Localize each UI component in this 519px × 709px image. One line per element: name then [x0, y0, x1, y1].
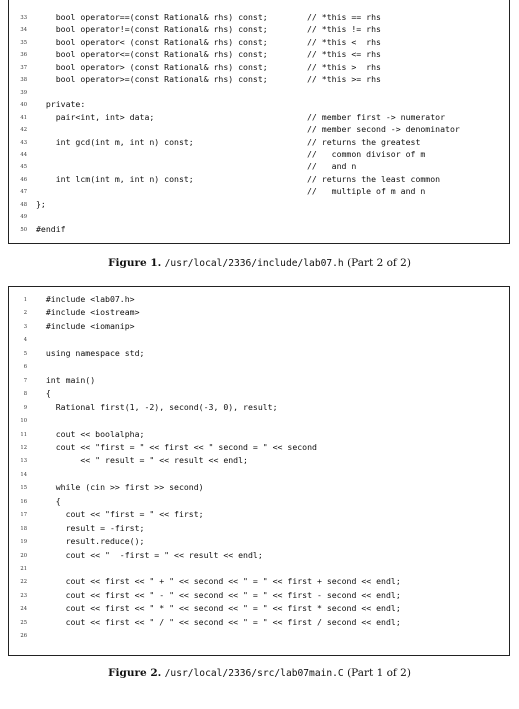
- code-text: {: [36, 495, 61, 506]
- code-line: [9, 111, 509, 124]
- code-text: int main(): [36, 374, 96, 385]
- code-text: bool operator==(const Rational& rhs) const;: [36, 12, 268, 22]
- code-comment: // returns the greatest: [307, 136, 421, 147]
- code-line: [9, 86, 509, 99]
- code-line: [9, 293, 509, 306]
- code-text: bool operator< (const Rational& rhs) const;: [36, 36, 268, 47]
- code-line: [9, 414, 509, 427]
- figure2-caption-path: /usr/local/2336/src/lab07main.C: [164, 668, 344, 679]
- line-number: 9: [23, 404, 27, 411]
- line-number: 36: [20, 52, 27, 59]
- line-number: 33: [20, 15, 27, 21]
- line-number: 46: [20, 176, 27, 183]
- code-line: [9, 320, 509, 333]
- code-text: #include <iomanip>: [36, 320, 135, 331]
- figure1-caption-part: (Part 2 of 2): [347, 257, 411, 269]
- code-line: [9, 333, 509, 346]
- code-line: [9, 522, 509, 535]
- code-text: bool operator> (const Rational& rhs) const;: [36, 61, 268, 72]
- figure2-caption-part: (Part 1 of 2): [347, 667, 411, 679]
- code-text: };: [36, 198, 46, 209]
- code-line: [9, 160, 509, 173]
- line-number: 21: [20, 566, 27, 572]
- line-number: 24: [20, 606, 27, 613]
- line-number: 2: [23, 310, 27, 317]
- code-line: [9, 136, 509, 149]
- code-line: [9, 23, 509, 36]
- code-text: pair<int, int> data;: [36, 111, 155, 122]
- code-line: [9, 481, 509, 494]
- code-line: [9, 73, 509, 86]
- code-line: [9, 441, 509, 454]
- line-number: 17: [20, 512, 27, 519]
- figure1-caption-label: Figure 1.: [108, 257, 162, 269]
- code-line: [9, 198, 509, 211]
- code-text: #include <iostream>: [36, 307, 140, 318]
- line-number: 13: [20, 458, 27, 465]
- figure2-code-lines: [9, 287, 509, 655]
- code-line: [9, 401, 509, 414]
- code-line: [9, 123, 509, 136]
- code-line: [9, 210, 509, 223]
- line-number: 18: [20, 525, 27, 532]
- code-comment: // common divisor of m: [307, 148, 426, 159]
- code-line: [9, 173, 509, 186]
- figure1-caption: [0, 257, 519, 269]
- code-comment: // returns the least common: [307, 173, 441, 184]
- code-text: cout << boolalpha;: [36, 428, 145, 439]
- line-number: 1: [23, 297, 27, 303]
- code-comment: // *this <= rhs: [307, 49, 381, 60]
- code-text: while (cin >> first >> second): [36, 482, 204, 493]
- line-number: 20: [20, 552, 27, 559]
- code-line: [9, 185, 509, 198]
- code-line: [9, 468, 509, 481]
- line-number: 12: [20, 444, 27, 451]
- code-line: [9, 387, 509, 400]
- line-number: 4: [23, 337, 27, 344]
- code-text: cout << "first = " << first << " second = " << second: [36, 441, 317, 452]
- code-line: [9, 11, 509, 24]
- line-number: 25: [20, 619, 27, 626]
- code-line: [9, 61, 509, 74]
- line-number: 5: [23, 350, 27, 357]
- line-number: 48: [20, 201, 27, 208]
- code-text: int lcm(int m, int n) const;: [36, 173, 194, 184]
- line-number: 40: [20, 102, 27, 109]
- line-number: 44: [20, 151, 27, 158]
- code-text: int gcd(int m, int n) const;: [36, 136, 194, 147]
- code-text: bool operator!=(const Rational& rhs) const;: [36, 24, 268, 35]
- code-line: [9, 616, 509, 629]
- code-comment: // *this > rhs: [307, 61, 381, 72]
- code-text: cout << " -first = " << result << endl;: [36, 549, 263, 560]
- code-line: [9, 575, 509, 588]
- code-text: using namespace std;: [36, 347, 145, 358]
- code-line: [9, 535, 509, 548]
- code-text: cout << first << " + " << second << " = " << first + second << endl;: [36, 576, 401, 587]
- line-number: 35: [20, 39, 27, 46]
- code-line: [9, 549, 509, 562]
- line-number: 43: [20, 139, 27, 146]
- line-number: 3: [23, 323, 27, 330]
- code-text: private:: [36, 99, 86, 110]
- code-comment: // *this < rhs: [307, 36, 381, 47]
- code-text: cout << first << " - " << second << " = " << first - second << endl;: [36, 589, 401, 600]
- code-text: #include <lab07.h>: [36, 294, 135, 304]
- line-number: 45: [20, 164, 27, 171]
- code-text: Rational first(1, -2), second(-3, 0), result;: [36, 401, 278, 412]
- code-text: result.reduce();: [36, 536, 145, 547]
- code-text: #endif: [36, 223, 66, 234]
- code-text: result = -first;: [36, 522, 145, 533]
- figure1-code-listing: [8, 0, 510, 244]
- line-number: 41: [20, 114, 27, 121]
- code-comment: // multiple of m and n: [307, 186, 426, 197]
- figure1-code-lines: [9, 0, 509, 243]
- code-line: [9, 347, 509, 360]
- code-text: << " result = " << result << endl;: [36, 455, 248, 466]
- code-comment: // member first -> numerator: [307, 111, 446, 122]
- line-number: 38: [20, 77, 27, 84]
- code-text: cout << first << " * " << second << " = " << first * second << endl;: [36, 603, 401, 614]
- line-number: 11: [20, 431, 27, 438]
- code-comment: // and n: [307, 161, 357, 172]
- code-comment: // *this == rhs: [307, 12, 381, 22]
- code-line: [9, 374, 509, 387]
- code-text: {: [36, 388, 51, 399]
- code-line: [9, 148, 509, 161]
- figure2-code-listing: [8, 286, 510, 656]
- line-number: 50: [20, 226, 27, 233]
- line-number: 14: [20, 471, 27, 478]
- code-line: [9, 602, 509, 615]
- code-line: [9, 98, 509, 111]
- line-number: 34: [20, 27, 27, 34]
- figure1-caption-path: /usr/local/2336/include/lab07.h: [164, 258, 344, 269]
- line-number: 26: [20, 633, 27, 640]
- code-line: [9, 48, 509, 61]
- line-number: 7: [23, 377, 27, 384]
- line-number: 39: [20, 89, 27, 96]
- line-number: 16: [20, 498, 27, 505]
- code-line: [9, 428, 509, 441]
- figure2-caption-label: Figure 2.: [108, 667, 162, 679]
- line-number: 19: [20, 539, 27, 546]
- code-line: [9, 454, 509, 467]
- code-comment: // *this != rhs: [307, 24, 381, 35]
- line-number: 37: [20, 64, 27, 71]
- code-line: [9, 306, 509, 319]
- code-comment: // member second -> denominator: [307, 124, 460, 135]
- line-number: 10: [20, 418, 27, 425]
- line-number: 22: [20, 579, 27, 586]
- line-number: 47: [20, 189, 27, 196]
- code-line: [9, 562, 509, 575]
- code-line: [9, 360, 509, 373]
- line-number: 8: [23, 391, 27, 398]
- code-text: cout << first << " / " << second << " = " << first / second << endl;: [36, 616, 401, 627]
- code-line: [9, 629, 509, 642]
- code-text: bool operator>=(const Rational& rhs) const;: [36, 74, 268, 85]
- figure2-caption: [0, 667, 519, 679]
- code-comment: // *this >= rhs: [307, 74, 381, 85]
- code-line: [9, 36, 509, 49]
- code-line: [9, 508, 509, 521]
- line-number: 23: [20, 592, 27, 599]
- code-line: [9, 589, 509, 602]
- code-text: cout << "first = " << first;: [36, 509, 204, 520]
- line-number: 15: [20, 485, 27, 492]
- code-text: bool operator<=(const Rational& rhs) const;: [36, 49, 268, 60]
- code-line: [9, 495, 509, 508]
- code-line: [9, 223, 509, 236]
- line-number: 49: [20, 214, 27, 221]
- line-number: 6: [23, 364, 27, 371]
- line-number: 42: [20, 127, 27, 134]
